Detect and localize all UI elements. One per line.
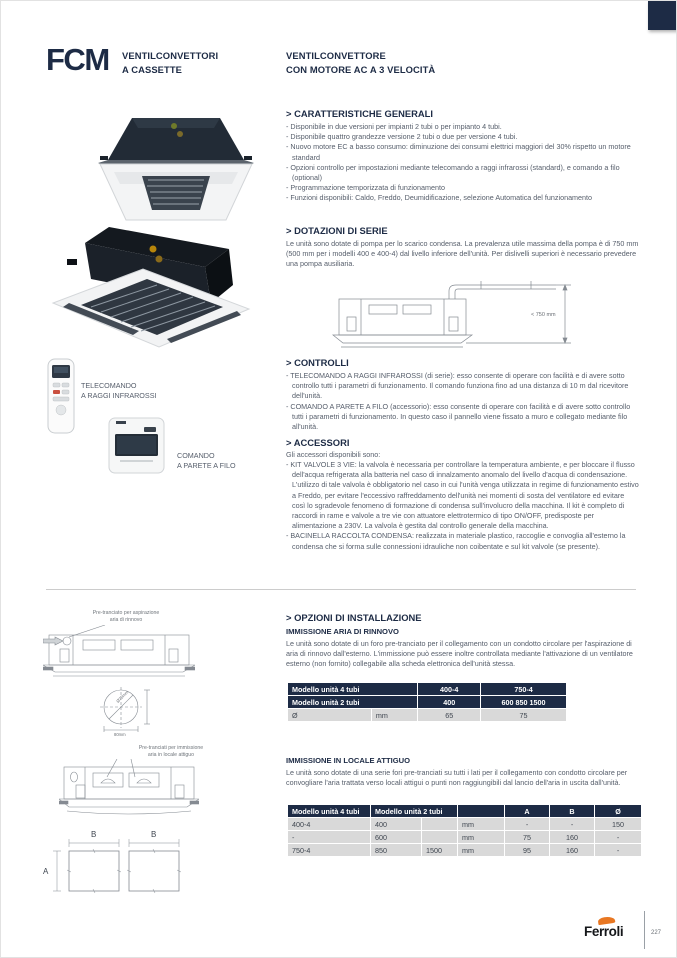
table-row [288, 844, 641, 856]
table-row [288, 805, 641, 817]
table-cell: - [595, 831, 641, 843]
table-cell: 750-4 [288, 844, 370, 856]
remote-label-line1: TELECOMANDO [81, 381, 137, 390]
intake-hole-dimension-drawing [96, 685, 156, 737]
pump-head-dim-label: < 750 mm [531, 312, 556, 318]
caption-line: aria in locale attiguo [147, 751, 195, 758]
table-cell: 850 [371, 844, 421, 856]
table-cell: - [550, 818, 594, 830]
hole-diameter-label: Ø75mm [115, 689, 130, 704]
table-cell: - [505, 818, 549, 830]
table-cell: Modello unità 4 tubi [288, 805, 370, 817]
table-cell: mm [458, 831, 504, 843]
section-title-accessori: > ACCESSORI [286, 437, 350, 448]
hole-width-label: 80mm [114, 732, 126, 737]
table-cell: 75 [505, 831, 549, 843]
table-row [288, 831, 641, 843]
unit-side-view-intake-drawing [43, 625, 195, 683]
table-cell: 400 [371, 818, 421, 830]
table-cell: 160 [550, 831, 594, 843]
wall-control-label [177, 451, 236, 470]
adjacent-room-table [287, 804, 642, 857]
table-row [288, 683, 566, 695]
wall-control-label-line2: A PARETE A FILO [177, 460, 236, 470]
table-cell: Modello unità 2 tubi [371, 805, 457, 817]
dim-b1-label: B [91, 830, 97, 839]
table-cell: Ø [288, 709, 371, 721]
list-item: - Disponibile quattro grandezze versione 2 tubi o due per versione 4 tubi. [286, 132, 518, 142]
table-cell: 400 [418, 696, 480, 708]
table-cell: mm [372, 709, 418, 721]
table-cell: A [505, 805, 549, 817]
table-cell [458, 805, 504, 817]
table-row [288, 818, 641, 830]
table-cell: 75 [481, 709, 566, 721]
table-cell: Ø [595, 805, 641, 817]
dim-a-label: A [43, 867, 49, 876]
table-cell: 600 850 1500 [481, 696, 566, 708]
table-row [288, 696, 566, 708]
subsection-title-attiguo: IMMISSIONE IN LOCALE ATTIGUO [286, 756, 411, 765]
product-family-line1: VENTILCONVETTORI [122, 50, 219, 61]
controlli-list [286, 371, 639, 432]
unit-side-view-adjacent-drawing [59, 759, 199, 823]
product-family-line2: A CASSETTE [122, 63, 183, 75]
knockout-intake-caption [56, 610, 196, 623]
remote-label-line2: A RAGGI INFRAROSSI [81, 390, 157, 400]
table-cell: - [595, 844, 641, 856]
page-title-line2: CON MOTORE AC A 3 VELOCITÀ [286, 63, 436, 75]
product-family [122, 49, 218, 76]
infrared-remote-photo [47, 358, 75, 434]
section-divider [46, 589, 636, 590]
table-cell: - [288, 831, 370, 843]
ferroli-logo-text: Ferroli [584, 924, 624, 939]
page-corner-tab [648, 1, 677, 30]
table-cell: 1500 [422, 844, 457, 856]
table-cell: mm [458, 844, 504, 856]
dim-b2-label: B [151, 830, 157, 839]
page-title [286, 49, 435, 76]
list-item: - Opzioni controllo per impostazioni mediante telecomando a raggi infrarossi (standard), e comando a filo (optional) [286, 162, 620, 183]
page-title-line1: VENTILCONVETTORE [286, 50, 386, 61]
table-cell: Modello unità 2 tubi [288, 696, 417, 708]
list-item: - KIT VALVOLE 3 VIE: la valvola è necessaria per controllare la temperatura ambiente, e per bloccare il flusso dell'acqua refrigerata alla batteria nel caso di innalzamento anomalo del livello d'acqua di condensazione. L'utilizzo di tale valvola è obbligatorio nel caso in cui l'unità venga utilizzata in regime di funzionamento estivo a Freddo, per evitare l'eccessivo raffreddamento dell'unità nei momenti di sosta del ventilatore ed evitare così lo sgradevole fenomeno di formazione di condensa sull'involucro della macchina. Il kit è completo di raccordi in rame e valvole a tre vie con attuatore elettrotermico di tipo ON/OFF, predisposte per alimentazione a 230V. La valvola è gestita dal controllo generale della macchina. [286, 460, 639, 531]
rinnovo-body: Le unità sono dotate di un foro pre-tranciato per il collegamento con un condotto circolare per l'aspirazione di aria di rinnovo dall'esterno. L'immissione può essere inoltre controllata mediante l'attivazione di un ventilatore esterno (non fornito) collegabile alla scheda elettronica dell'unità stessa. [286, 639, 633, 669]
table-cell: 150 [595, 818, 641, 830]
list-item: - TELECOMANDO A RAGGI INFRAROSSI (di serie): esso consente di operare con facilità e di avere sotto controllo tutti i parametri di funzionamento. Il comando funziona fino ad una distanza di 10 m dal ricevitore dell'unità. [286, 371, 629, 401]
knockout-panel-dimensions-drawing [41, 827, 193, 907]
caption-line: Pre-tranciato per aspirazione [92, 610, 160, 616]
fresh-air-table [287, 682, 567, 722]
table-cell [422, 818, 457, 830]
dotazioni-body: Le unità sono dotate di pompa per lo scarico condensa. La prevalenza utile massima della pompa è di 750 mm (500 mm per i modelli 400 e 400-4) dal livello inferiore dell'unità. Per dislivelli superiori è necessario prevedere una pompa ausiliaria. [286, 239, 639, 269]
table-cell: 600 [371, 831, 421, 843]
subsection-title-rinnovo: IMMISSIONE ARIA DI RINNOVO [286, 627, 399, 636]
list-item: - BACINELLA RACCOLTA CONDENSA: realizzata in materiale plastico, raccoglie e convoglia all'esterno la condensa che si forma sulle connessioni idrauliche non coibentate e sul kit valvole (se presente). [286, 531, 626, 551]
condensate-pump-drawing [331, 277, 593, 355]
caption-line: aria di rinnovo [109, 616, 143, 623]
accessori-list [286, 460, 639, 552]
cassette-unit-photo-bottom [47, 223, 255, 351]
table-cell: 95 [505, 844, 549, 856]
table-cell: 160 [550, 844, 594, 856]
table-row [288, 709, 566, 721]
wall-control-label-line1: COMANDO [177, 451, 215, 460]
list-item: - COMANDO A PARETE A FILO (accessorio): esso consente di operare con facilità e di avere sotto controllo tutti i parametri di funzionamento. In questo caso il pannello viene fissato a muro e collegato mediante filo all'unità. [286, 401, 631, 432]
knockout-adjacent-caption [101, 745, 241, 758]
table-cell: 400-4 [288, 818, 370, 830]
list-item: - Programmazione temporizzata di funzionamento [286, 183, 445, 193]
section-title-dotazioni: > DOTAZIONI DI SERIE [286, 225, 388, 236]
caratteristiche-list [286, 122, 639, 204]
list-item: - Disponibile in due versioni per impianti 2 tubi o per impianto 4 tubi. [286, 122, 502, 131]
footer-divider [644, 911, 645, 949]
table-cell: 400-4 [418, 683, 480, 695]
attiguo-body: Le unità sono dotate di una serie fori pre-tranciati su tutti i lati per il collegamento con condotto circolare per convogliare l'aria trattata verso locali attigui o punti non raggiungibili dal lancio dell'aria in uscita dall'unità. [286, 768, 628, 788]
product-code: FCM [46, 42, 109, 77]
wired-wall-control-photo [108, 417, 165, 474]
table-cell [422, 831, 457, 843]
table-cell: mm [458, 818, 504, 830]
table-cell: B [550, 805, 594, 817]
list-item: - Funzioni disponibili: Caldo, Freddo, Deumidificazione, selezione Automatica del funzionamento [286, 193, 593, 203]
list-item: - Nuovo motore EC a basso consumo: diminuzione dei consumi elettrici maggiori del 30% rispetto un motore standard [286, 142, 631, 162]
caption-line: Pre-tranciati per immissione [138, 745, 204, 751]
section-title-caratteristiche: > CARATTERISTICHE GENERALI [286, 108, 433, 119]
section-title-installazione: > OPZIONI DI INSTALLAZIONE [286, 612, 422, 623]
accessori-intro: Gli accessori disponibili sono: [286, 450, 381, 459]
table-cell: 65 [418, 709, 480, 721]
table-cell: 750-4 [481, 683, 566, 695]
ferroli-logo [584, 917, 640, 943]
table-cell: Modello unità 4 tubi [288, 683, 417, 695]
section-title-controlli: > CONTROLLI [286, 357, 349, 368]
remote-label [81, 381, 156, 400]
page-number: 227 [651, 930, 662, 936]
